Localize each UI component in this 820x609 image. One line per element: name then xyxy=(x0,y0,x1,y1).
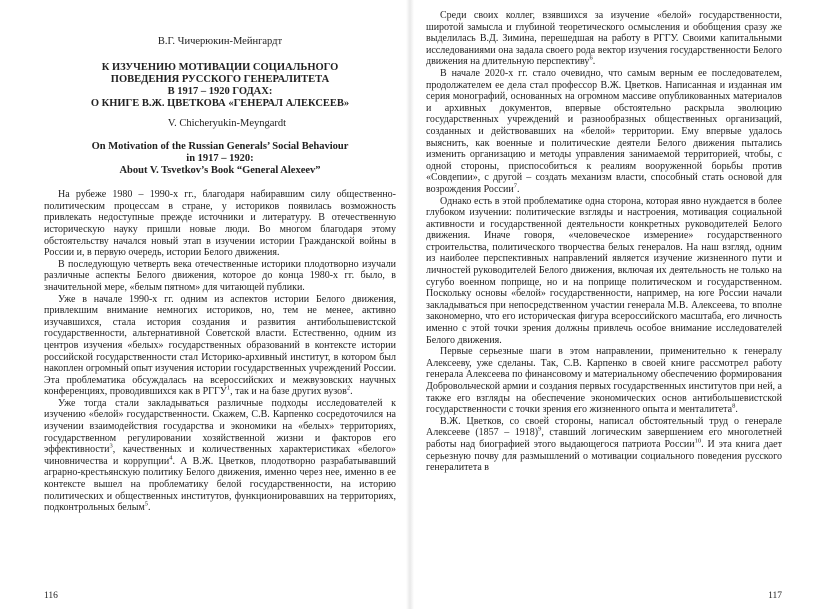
footnote-ref[interactable]: 5 xyxy=(144,500,149,508)
page-number: 117 xyxy=(768,591,782,601)
body-paragraph: Уже в начале 1990-х гг. одним из аспектов истории Белого движения, привлекшим внимание немногих историков, но, тем не менее, активно изучавшихся, стала история создания и развития антибольшевистской государственности, альтернативной Советской власти. Естественно, одним из центров изучения «белых» государственных образований в контексте истории российской государственности стал Историко-архивный институт, в котором был накоплен огромный опыт изучения истории государственных учреждений России. Эта проблематика обсуждалась на всероссийских и межвузовских научных конференциях, проводившихся как в РГГУ$^1$, так и на базе других вузов$^2$. xyxy=(44,293,396,398)
body-paragraph: В начале 2020-х гг. стало очевидно, что самым верным ее последователем, продолжателем ее дела стал профессор В.Ж. Цветков. Написанная и изданная им серия монографий, основанных на огромном массиве опубликованных материалов и архивных документов, впервые обстоятельно раскрыла эволюцию государственных учреждений и разнообразных общественных организаций, созданных и действовавших на «белой» территории. Ему впервые удалось выяснить, как военные и политические деятели Белого движения пытались изменить организацию и методы управления занимаемой территорией, чтобы, с одной стороны, приспособиться к реалиям вооруженной борьбы против «Совдепии», с другой – создать механизм власти, способный стать основой для возрождения России$^7$. xyxy=(426,67,782,195)
article-title-en xyxy=(44,141,396,177)
article-title-ru xyxy=(44,62,396,110)
footnote-ref[interactable]: 1 xyxy=(226,384,231,392)
footnote-ref[interactable]: 4 xyxy=(169,454,173,462)
body-paragraph: Уже тогда стали закладываться различные подходы исследователей к изучению «белой» государственности. Скажем, С.В. Карпенко сосредоточился на изучении взаимодействия государства и экономики на «белых» территориях, государственном регулировании хозяйственной жизни и факторов его эффективности$^3$, качественных и количественных характеристиках «белого» чиновничества и коррупции$^4$. А В.Ж. Цветков, плодотворно разрабатывавший аграрно-крестьянскую политику Белого движения, именно через нее, именно в ее контексте вышел на проблематику белой государственности, на историю политических и общественных институтов, функционировавших на территориях, подконтрольных белым$^5$. xyxy=(44,397,397,514)
footnote-ref[interactable]: 2 xyxy=(346,384,351,392)
body-paragraph: Первые серьезные шаги в этом направлении, применительно к генералу Алексееву, уже сделаны. Так, С.В. Карпенко в своей книге рассмотрел работу генерала Алексеева по финансовому и материальному обеспечению формирования Добровольческой армии и создания первых государственных институтов при ней, а также его взгляды на обеспечение экономических основ антибольшевистской государственности с точки зрения его жизненного опыта и менталитета$^8$. xyxy=(426,346,782,416)
left-column xyxy=(44,10,396,514)
title-ru-line: В 1917 – 1920 ГОДАХ: xyxy=(167,85,273,97)
article-author: В.Г. Чичерюкин-Мейнгардт xyxy=(157,36,283,47)
body-paragraph: В.Ж. Цветков, со своей стороны, написал обстоятельный труд о генерале Алексееве (1857 – 1918)$^9$, ставший логическим завершением его многолетней работы над биографией этого выдающегося патриота России$^{10}$. И эта книга дает серьезную почву для размышлений о мотивации социального поведения русского генералитета в xyxy=(426,415,782,474)
title-ru-line: К ИЗУЧЕНИЮ МОТИВАЦИИ СОЦИАЛЬНОГО xyxy=(101,61,339,73)
title-ru-line: ПОВЕДЕНИЯ РУССКОГО ГЕНЕРАЛИТЕТА xyxy=(110,73,330,85)
title-en-line: On Motivation of the Russian Generals’ Social Behaviour xyxy=(91,141,349,153)
footnote-ref[interactable]: 8 xyxy=(732,402,736,410)
footnote-ref[interactable]: 9 xyxy=(538,426,542,434)
body-paragraph: Однако есть в этой проблематике одна сторона, которая явно нуждается в более глубоком изучении: политические взгляды и настроения, мотивация социальной активности и государственной деятельности конкретных руководителей Белого движения. Иначе говоря, «человеческое измерение» государственного строительства, политического творчества белых генералов. На наш взгляд, одним из наиболее перспективных направлений является изучение жизненного пути и личностей руководителей Белого движения, включая их деятельность не только на сугубо военном поприще, но и на поприще политическом и государственном. Поскольку основы «белой» государственности, например, на юге России начали закладываться при непосредственном участии генерала М.В. Алексеева, то вполне закономерно, что его историческая фигура всероссийского масштаба, его личность именно с этой точки зрения должны привлечь особое внимание исследователей Белого движения. xyxy=(426,195,782,346)
footnote-ref[interactable]: 10 xyxy=(694,437,702,445)
title-en-line: About V. Tsvetkov’s Book “General Alexeev” xyxy=(119,165,321,177)
body-paragraph: На рубеже 1980 – 1990-х гг., благодаря набиравшим силу общественно-политическим процессам в стране, у историков появилась возможность привлекать недоступные прежде источники и литературу. В отечественную историческую науку пришли новые люди. Во многом благодаря этому обстоятельству начался новый этап в изучении истории Гражданской войны в России и, в первую очередь, истории Белого движения. xyxy=(44,189,396,259)
body-paragraph: В последующую четверть века отечественные историки плодотворно изучали различные аспекты Белого движения, которое до конца 1980-х гг. было, в значительной мере, «белым пятном» для читающей публики. xyxy=(44,258,396,293)
title-ru-line: О КНИГЕ В.Ж. ЦВЕТКОВА «ГЕНЕРАЛ АЛЕКСЕЕВ» xyxy=(90,97,350,109)
body-paragraph: Среди своих коллег, взявшихся за изучение «белой» государственности, широтой замысла и глубиной теоретического осмысления и обобщения сразу же выделилась В.Д. Зимина, перешедшая на работу в РГГУ. Своими капитальными исследованиями она задала своего рода вектор изучения государственности Белого движения на длительную перспективу$^6$. xyxy=(426,10,782,68)
footnote-ref[interactable]: 3 xyxy=(109,442,113,450)
footnote-ref[interactable]: 7 xyxy=(513,182,517,190)
title-en-line: in 1917 – 1920: xyxy=(186,153,254,165)
page-number: 116 xyxy=(44,591,58,601)
footnote-ref[interactable]: 6 xyxy=(589,55,593,63)
right-page xyxy=(410,0,820,609)
article-author-en: V. Chicheryukin-Meyngardt xyxy=(167,117,287,129)
right-column xyxy=(426,10,782,474)
